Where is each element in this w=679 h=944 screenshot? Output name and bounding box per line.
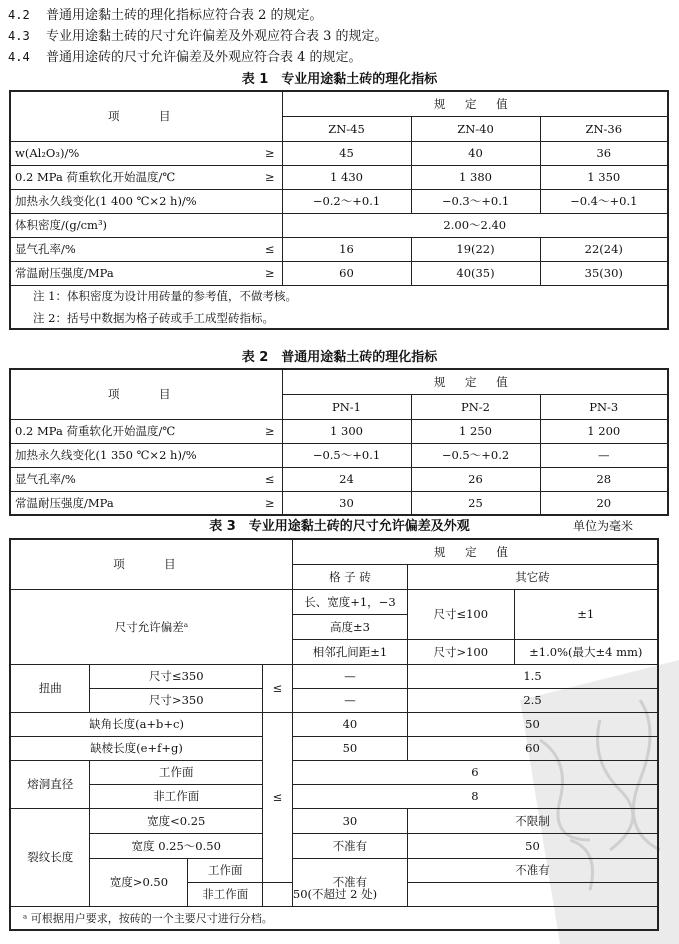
table-row: 显气孔率/% ≤ 24 26 28 — [10, 467, 668, 491]
grade-header: PN-1 — [282, 394, 411, 419]
table-row: 非工作面 8 — [10, 784, 658, 808]
clause-text: 专业用途黏土砖的尺寸允许偏差及外观应符合表 3 的规定。 — [46, 29, 388, 44]
table2 — [9, 368, 669, 516]
clause-text: 普通用途黏土砖的理化指标应符合表 2 的规定。 — [46, 8, 323, 23]
grade-header: ZN-40 — [411, 116, 540, 141]
table-row: 扭曲 尺寸≤350 ≤ — 1.5 — [10, 664, 658, 688]
table3 — [9, 538, 659, 931]
spec-header: 规 定 值 — [292, 539, 658, 564]
table-row: 缺角长度(a+b+c) ≤ 40 50 — [10, 712, 658, 736]
clause-number: 4.3 — [8, 29, 30, 43]
table3-caption: 表 3 专业用途黏土砖的尺寸允许偏差及外观 — [209, 519, 470, 534]
table-row: 显气孔率/% ≤ 16 19(22) 22(24) — [10, 237, 668, 261]
item-header: 项 目 — [10, 539, 292, 589]
table-row: 0.2 MPa 荷重软化开始温度/℃ ≥ 1 300 1 250 1 200 — [10, 419, 668, 443]
clause-text: 普通用途砖的尺寸允许偏差及外观应符合表 4 的规定。 — [46, 50, 362, 65]
grade-header: ZN-45 — [282, 116, 411, 141]
table-footnote: ᵃ 可根据用户要求，按砖的一个主要尺寸进行分档。 — [10, 906, 658, 930]
table-row: 非工作面 50(不超过 2 处) — [10, 882, 658, 906]
table-row: 高度±3 — [10, 614, 658, 639]
clause-4-3 — [8, 25, 388, 44]
grade-header: PN-2 — [411, 394, 540, 419]
col-grid-brick: 格 子 砖 — [292, 564, 407, 589]
spec-header: 规 定 值 — [282, 91, 668, 116]
table-row: 裂纹长度 宽度<0.25 30 不限制 — [10, 808, 658, 833]
table-row: 缺棱长度(e+f+g) 50 60 — [10, 736, 658, 760]
unit-note: 单位为毫米 — [572, 519, 633, 533]
table-row: 加热永久线变化(1 400 ℃×2 h)/% −0.2～+0.1 −0.3～+0.1 −0.4～+0.1 — [10, 189, 668, 213]
table-row: 体积密度/(g/cm³) 2.00～2.40 — [10, 213, 668, 237]
item-header: 项 目 — [10, 91, 282, 141]
clause-number: 4.2 — [8, 8, 30, 22]
table-row: 相邻孔间距±1 尺寸>100 ±1.0%(最大±4 mm) — [10, 639, 658, 664]
spec-header: 规 定 值 — [282, 369, 668, 394]
table-row: 尺寸允许偏差ᵃ 长、宽度+1，−3 尺寸≤100 ±1 — [10, 589, 658, 614]
table-row: 熔洞直径 工作面 6 — [10, 760, 658, 784]
table-note: 注 1：体积密度为设计用砖量的参考值，不做考核。 — [10, 285, 668, 307]
table-row: 常温耐压强度/MPa ≥ 60 40(35) 35(30) — [10, 261, 668, 285]
table-row: w(Al₂O₃)/% ≥ 45 40 36 — [10, 141, 668, 165]
table-row: 宽度 0.25～0.50 不准有 50 — [10, 833, 658, 858]
col-other-brick: 其它砖 — [407, 564, 658, 589]
clause-4-4 — [8, 46, 362, 65]
item-header: 项 目 — [10, 369, 282, 419]
table1 — [9, 90, 669, 330]
table1-caption: 表 1 专业用途黏土砖的理化指标 — [241, 72, 438, 87]
table-row: 宽度>0.50 工作面 不准有 不准有 — [10, 858, 658, 882]
table-row: 0.2 MPa 荷重软化开始温度/℃ ≥ 1 430 1 380 1 350 — [10, 165, 668, 189]
clause-number: 4.4 — [8, 50, 30, 64]
table-row: 尺寸>350 — 2.5 — [10, 688, 658, 712]
table-note: 注 2：括号中数据为格子砖或手工成型砖指标。 — [10, 307, 668, 329]
table-row: 常温耐压强度/MPa ≥ 30 25 20 — [10, 491, 668, 515]
table2-caption: 表 2 普通用途黏土砖的理化指标 — [241, 350, 438, 365]
clause-4-2 — [8, 4, 323, 23]
table-row: 加热永久线变化(1 350 ℃×2 h)/% −0.5～+0.1 −0.5～+0.2 — — [10, 443, 668, 467]
grade-header: ZN-36 — [540, 116, 668, 141]
grade-header: PN-3 — [540, 394, 668, 419]
